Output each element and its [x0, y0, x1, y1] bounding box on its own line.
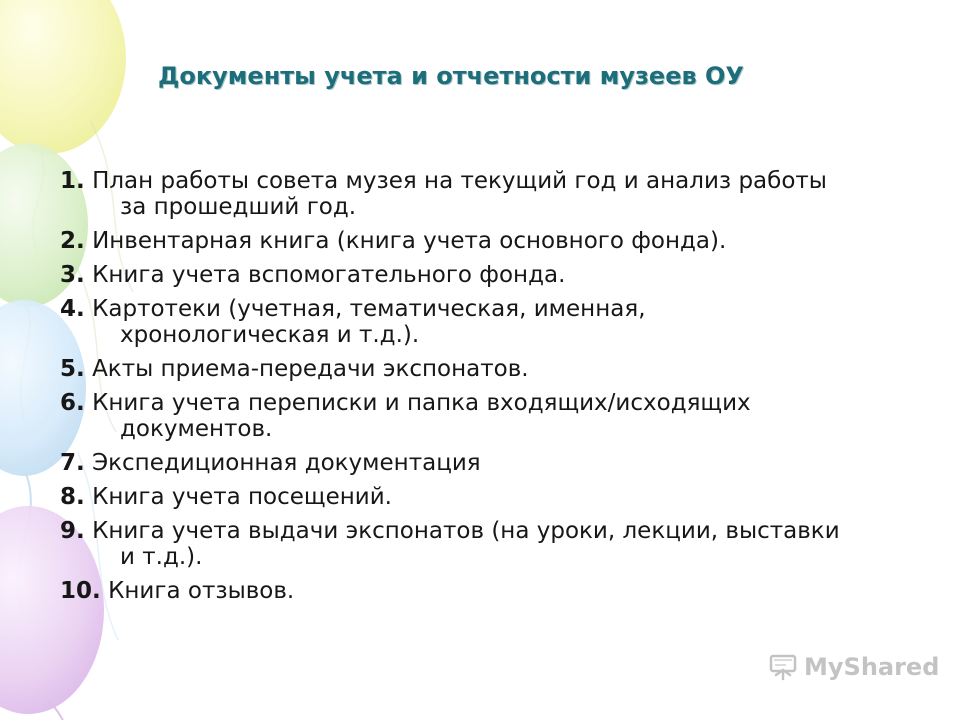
item-text: Книга отзывов.	[108, 578, 295, 604]
item-text: Книга учета вспомогательного фонда.	[92, 262, 566, 288]
item-number: 7.	[60, 450, 85, 476]
watermark	[768, 652, 939, 682]
list-item	[60, 578, 860, 604]
document-list	[60, 168, 860, 612]
list-item	[60, 356, 860, 382]
page-title: Документы учета и отчетности музеев ОУ	[158, 62, 744, 90]
item-number: 5.	[60, 356, 85, 382]
item-text: Акты приема-передачи экспонатов.	[92, 356, 529, 382]
watermark-text: MyShared	[804, 653, 940, 681]
item-text: Книга учета посещений.	[92, 484, 392, 510]
item-number: 9.	[60, 518, 85, 544]
list-item	[60, 262, 860, 288]
list-item	[60, 450, 860, 476]
list-item	[60, 390, 860, 442]
item-number: 6.	[60, 390, 85, 416]
item-text: Экспедиционная документация	[92, 450, 481, 476]
presentation-board-icon	[768, 652, 798, 682]
item-number: 8.	[60, 484, 85, 510]
item-text: Картотеки (учетная, тематическая, именная, хронологическая и т.д.).	[92, 296, 646, 348]
item-number: 3.	[60, 262, 85, 288]
item-number: 1.	[60, 168, 85, 194]
item-number: 4.	[60, 296, 85, 322]
item-text: План работы совета музея на текущий год и анализ работы за прошедший год.	[92, 168, 827, 220]
item-text: Книга учета переписки и папка входящих/исходящих документов.	[92, 390, 751, 442]
list-item	[60, 168, 860, 220]
item-number: 10.	[60, 578, 101, 604]
list-item	[60, 296, 860, 348]
list-item	[60, 484, 860, 510]
item-text: Инвентарная книга (книга учета основного фонда).	[92, 228, 727, 254]
item-text: Книга учета выдачи экспонатов (на уроки, лекции, выставки и т.д.).	[92, 518, 840, 570]
item-number: 2.	[60, 228, 85, 254]
list-item	[60, 518, 860, 570]
list-item	[60, 228, 860, 254]
